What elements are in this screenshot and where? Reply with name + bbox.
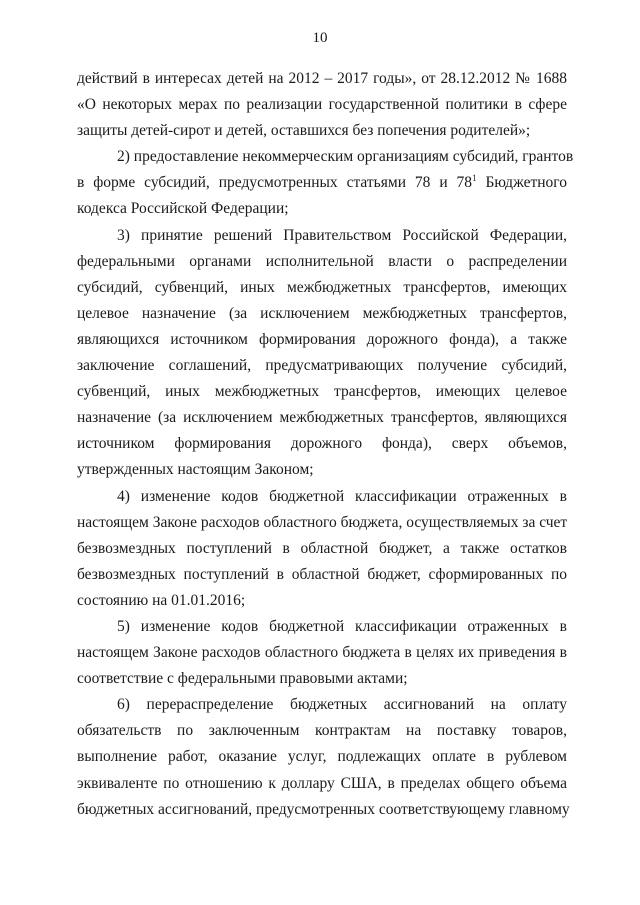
text-line-tail: Бюджетного	[476, 174, 567, 192]
text-line	[77, 457, 567, 483]
text-line-content: настоящем Законе расходов областного бюджета, осуществляемых за счет	[77, 513, 568, 531]
text-line-content: соответствие с федеральными правовыми актами;	[77, 670, 408, 688]
text-line	[77, 484, 567, 510]
text-line-content: 3) принятие решений Правительством Российской Федерации,	[117, 226, 567, 244]
text-line-content: настоящем Законе расходов областного бюджета в целях их приведения в	[77, 644, 567, 662]
text-line	[77, 144, 574, 170]
superscript: 1	[472, 173, 477, 184]
text-line	[77, 353, 567, 379]
text-line-content: кодекса Российской Федерации;	[77, 200, 289, 218]
text-line	[77, 666, 567, 692]
text-line	[77, 614, 567, 640]
text-line-content: субсидий, субвенций, иных межбюджетных трансфертов, имеющих	[77, 278, 567, 296]
text-line-content: 5) изменение кодов бюджетной классификации отраженных в	[117, 617, 567, 635]
text-line	[77, 275, 567, 301]
text-line-content: целевое назначение (за исключением межбюджетных трансфертов,	[77, 304, 567, 322]
text-line-content: в форме субсидий, предусмотренных статьями 78 и 78	[77, 174, 473, 192]
page-number: 10	[312, 30, 328, 46]
text-line	[77, 588, 567, 614]
text-line	[77, 327, 567, 353]
text-line	[77, 223, 567, 249]
text-line-content: защиты детей-сирот и детей, оставшихся без попечения родителей»;	[77, 122, 531, 140]
text-line	[77, 196, 567, 222]
text-line-content: эквиваленте по отношению к доллару США, в пределах общего объема	[77, 774, 567, 792]
text-line-content: заключение соглашений, предусматривающих получение субсидий,	[77, 357, 567, 375]
text-line-content: безвозмездных поступлений в областной бюджет, а также остатков	[77, 539, 567, 557]
text-line	[77, 118, 567, 144]
text-line	[77, 744, 567, 770]
text-line-content: являющихся источником формирования дорожного фонда), а также	[77, 330, 567, 348]
text-line-content: источником формирования дорожного фонда), сверх объемов,	[77, 435, 567, 453]
text-line	[77, 692, 567, 718]
text-line	[77, 431, 567, 457]
text-line	[77, 249, 567, 275]
text-line-content: 4) изменение кодов бюджетной классификации отраженных в	[117, 487, 567, 505]
text-line-content: субвенций, иных межбюджетных трансфертов, имеющих целевое	[77, 383, 567, 401]
text-line-content: утвержденных настоящим Законом;	[77, 461, 314, 479]
text-line	[77, 562, 567, 588]
text-line-content: обязательств по заключенным контрактам на поставку товаров,	[77, 722, 567, 740]
text-line	[77, 301, 567, 327]
text-line	[77, 718, 567, 744]
text-line	[77, 170, 567, 196]
text-line-content: состоянию на 01.01.2016;	[77, 591, 246, 609]
text-line-content: действий в интересах детей на 2012 – 2017 годы», от 28.12.2012 № 1688	[77, 70, 567, 87]
text-line	[77, 66, 567, 92]
text-lines	[77, 66, 574, 823]
text-line-content: «О некоторых мерах по реализации государственной политики в сфере	[77, 96, 567, 114]
text-line	[77, 771, 567, 797]
text-line-content: выполнение работ, оказание услуг, подлежащих оплате в рублевом	[77, 748, 567, 766]
text-line	[77, 92, 567, 118]
text-line-content: безвозмездных поступлений в областной бюджет, сформированных по	[77, 565, 567, 583]
text-line	[77, 797, 570, 823]
text-line	[77, 405, 567, 431]
text-line-content: федеральными органами исполнительной власти о распределении	[77, 252, 567, 270]
text-line	[77, 536, 567, 562]
text-line-content: бюджетных ассигнований, предусмотренных соответствующему главному	[77, 800, 570, 818]
text-line	[77, 510, 567, 536]
text-line	[77, 640, 567, 666]
text-line-content: 2) предоставление некоммерческим организациям субсидий, грантов	[117, 148, 574, 166]
text-line	[77, 379, 567, 405]
text-line-content: назначение (за исключением межбюджетных трансфертов, являющихся	[77, 409, 567, 427]
document-body	[77, 66, 574, 823]
text-line-content: 6) перераспределение бюджетных ассигнований на оплату	[117, 696, 567, 714]
